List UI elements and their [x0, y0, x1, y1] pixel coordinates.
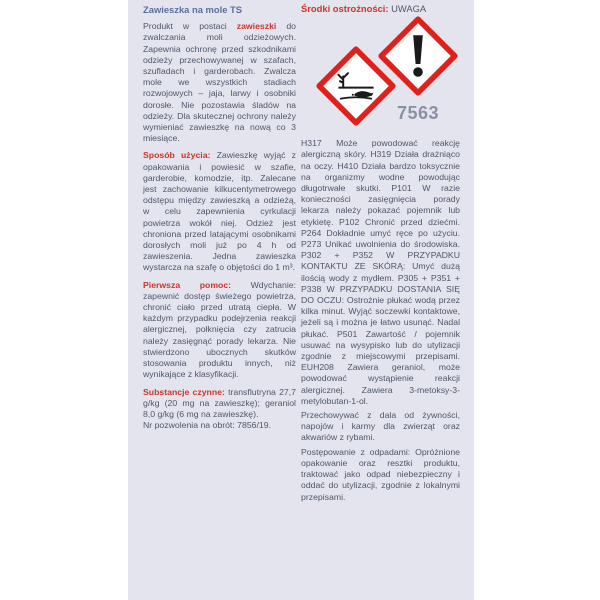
description-highlight: zawieszki [236, 21, 277, 32]
permit-number: Nr pozwolenia na obrót: 7856/19. [143, 420, 271, 431]
hazard-pictograms [301, 16, 460, 138]
hazard-statements [301, 138, 460, 503]
precautions-title [301, 3, 460, 14]
active-substances-text: transflutryna 27,7 g/kg (20 mg na zawieszkę); geraniol 8,0 g/kg (6 mg na zawieszkę). [143, 386, 296, 419]
product-label [128, 0, 474, 600]
exclamation-hazard-icon [378, 16, 458, 96]
usage-heading: Sposób użycia: [143, 150, 211, 161]
product-title: Zawieszka na mole TS [143, 4, 242, 15]
description-rest: do zwalczania moli odzieżowych. Zapewnia ochronę przed szkodnikami odzieży przechowywanej w szafach, szufladach i garderobach. Zwalcza mole we wszystkich stadiach rozwojowych – jaja, larwy i osobniki dorosłe. Nie pozostawia śladów na odzieży. Dla skutecznej ochrony należy wymieniać zawieszkę na nową co 3 miesiące. [143, 21, 297, 144]
usage-text: Zawieszkę wyjąć z opakowania i powiesić w szafie, garderobie, komodzie, itp. Zalecane jest zachowanie kilkucentymetrowego odstępu między zawieszką a odzieżą, w celu zapewnienia cyrkulacji powietrza wokół niej. Odzież jest chroniona przed latającymi osobnikami dorosłych moli już po 4 h od zawieszenia. Jedna zawieszka wystarcza na szafę o objętości do 1 m³. [143, 150, 296, 273]
first-aid-heading: Pierwsza pomoc: [143, 279, 232, 290]
usage-section [143, 150, 296, 273]
storage-text: Przechowywać z dala od żywności, napojów i karmy dla zwierząt oraz akwariów z rybami. [301, 410, 460, 443]
first-aid-text: Wdychanie: zapewnić dostęp świeżego powietrza, chronić ciało przed utratą ciepła. W każdym przypadku podejrzenia reakcji alergicznej, połknięcia czy zatrucia należy zasięgnąć porady lekarza. Nie stwierdzono ubocznych skutków stosowania produktu innych, niż wynikające z klasyfikacji. [143, 279, 296, 380]
active-substances-heading: Substancje czynne: [143, 386, 225, 397]
product-description [143, 21, 296, 144]
precautions-heading: Środki ostrożności: [301, 3, 389, 14]
disposal-text: Postępowanie z odpadami: Opróżnione opakowanie oraz resztki produktu, traktować jako odpad niebezpieczny i oddać do utylizacji, zgodnie z lokalnymi przepisami. [301, 446, 460, 502]
hazard-text: H317 Może powodować reakcję alergiczną skóry. H319 Działa drażniąco na oczy. H410 Działa bardzo toksycznie na organizmy wodne powodując długotrwałe skutki. P101 W razie konieczności zasięgnięcia porady lekarza należy pokazać pojemnik lub etykietę. P102 Chronić przed dziećmi. P264 Dokładnie umyć ręce po użyciu. P273 Unikać uwolnienia do środowiska. P302 + P352 W PRZYPADKU KONTAKTU ZE SKÓRĄ: Umyć dużą ilością wody z mydłem. P305 + P351 + P338 W PRZYPADKU DOSTANIA SIĘ DO OCZU: Ostrożnie płukać wodą przez kilka minut. Wyjąć soczewki kontaktowe, jeżeli są i można je łatwo usunąć. Nadal płukać. P501 Zawartość / pojemnik usuwać na wysypisko lub do utylizacji zgodnie z miejscowymi przepisami. EUH208 Zawiera geraniol, może powodować wystąpienie reakcji alergicznej. Zawiera 3-metoksy-3-metylobutan-1-ol. [301, 138, 460, 406]
description-start: Produkt w postaci [143, 21, 237, 32]
left-column [143, 4, 296, 437]
right-column [301, 3, 460, 506]
signal-word: UWAGA [388, 3, 427, 14]
product-code: 7563 [397, 103, 440, 124]
active-substances-section [143, 387, 296, 421]
first-aid-section [143, 280, 296, 381]
